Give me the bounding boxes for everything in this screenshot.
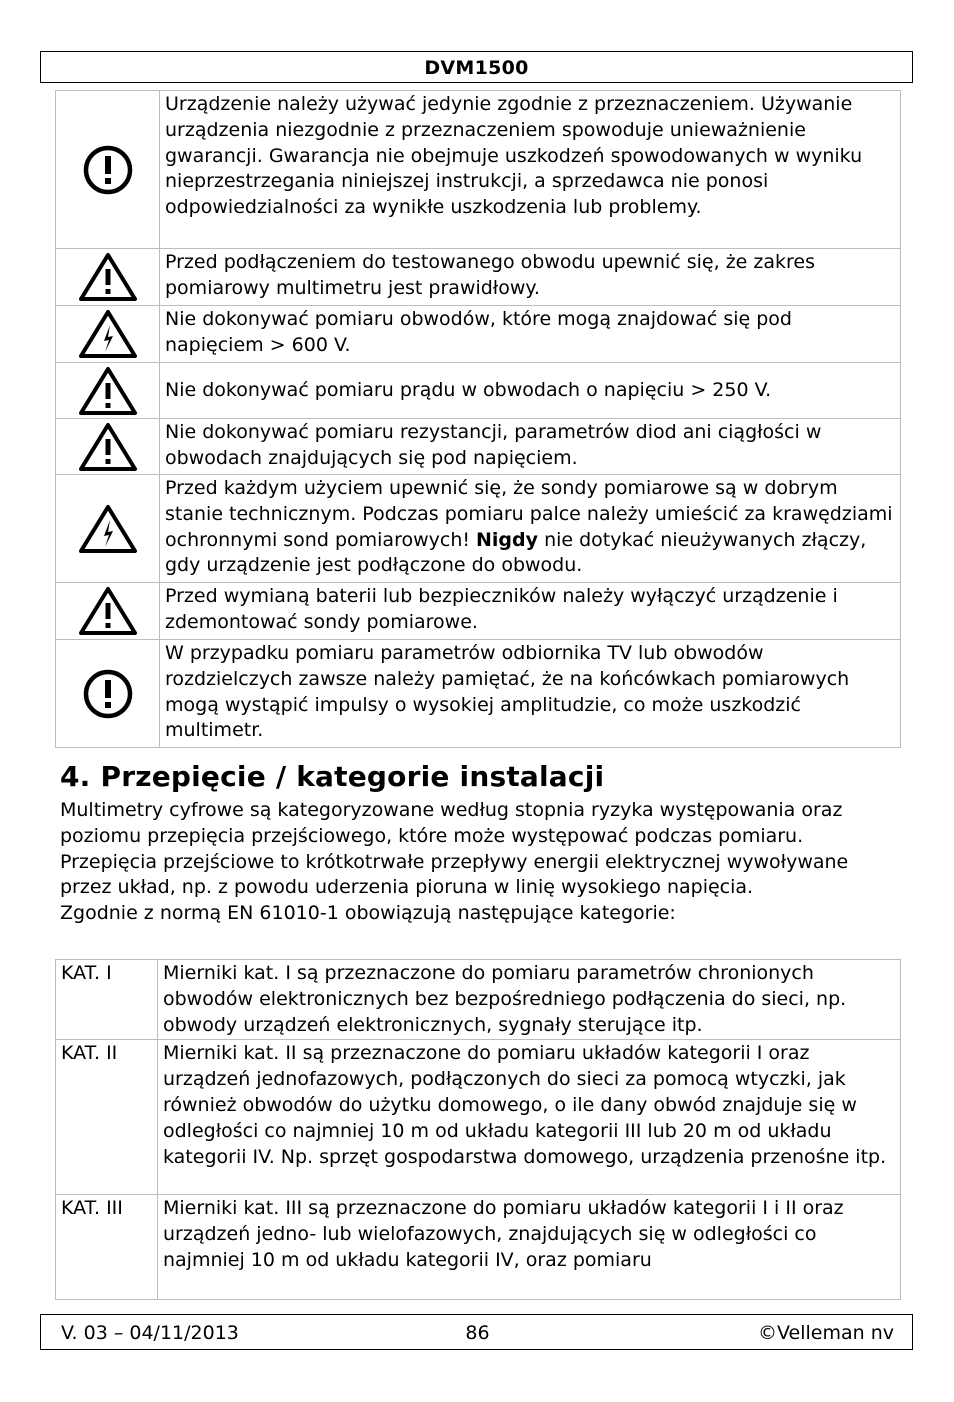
warning-text: Nie dokonywać pomiaru obwodów, które mogą znajdować się pod napięciem > 600 V.: [160, 306, 901, 363]
category-description: Mierniki kat. III są przeznaczone do pomiaru układów kategorii I i II oraz urządzeń jedno- lub wielofazowych, znajdujących się w odległości co najmniej 10 m od układu kategorii IV, oraz pomiaru: [158, 1195, 901, 1300]
warning-icon-cell: [56, 249, 160, 306]
warning-text: [160, 475, 901, 583]
warning-text-part: nie dotykać nieużywanych złączy, gdy urządzenie jest podłączone do obwodu.: [165, 528, 867, 577]
warning-text: W przypadku pomiaru parametrów odbiornika TV lub obwodów rozdzielczych zawsze należy pamiętać, że na końcówkach pomiarowych mogą wystąpić impulsy o wysokiej amplitudzie, co może uszkodzić multimetr.: [160, 640, 901, 748]
warning-triangle-icon: [78, 586, 138, 636]
warning-emphasis: Nigdy: [476, 528, 539, 551]
warning-row: [56, 363, 901, 419]
categories-table: [55, 959, 901, 1300]
footer-copyright: ©Velleman nv: [758, 1322, 894, 1344]
footer-page-number: 86: [465, 1322, 490, 1344]
warning-triangle-icon: [78, 366, 138, 416]
warning-row: [56, 249, 901, 306]
warning-icon-cell: [56, 640, 160, 748]
section-paragraph: Multimetry cyfrowe są kategoryzowane według stopnia ryzyka występowania oraz poziomu przepięcia przejściowego, które może występować podczas pomiaru. Przepięcia przejściowe to krótkotrwałe przepływy energii elektrycznej wywoływane przez układ, np. z powodu uderzenia pioruna w linię wysokiego napięcia.: [60, 799, 849, 899]
warning-row: [56, 640, 901, 748]
warning-row: [56, 91, 901, 249]
safety-warnings-table: [55, 90, 901, 748]
warning-icon-cell: [56, 419, 160, 475]
warning-row: [56, 583, 901, 640]
section-body: [60, 798, 905, 927]
warning-text: Przed podłączeniem do testowanego obwodu upewnić się, że zakres pomiarowy multimetru jest prawidłowy.: [160, 249, 901, 306]
warning-text: Urządzenie należy używać jedynie zgodnie z przeznaczeniem. Używanie urządzenia niezgodnie z przeznaczeniem spowoduje unieważnienie gwarancji. Gwarancja nie obejmuje uszkodzeń spowodowanych w wyniku nieprzestrzegania niniejszej instrukcji, a sprzedawca nie ponosi odpowiedzialności za wynikłe uszkodzenia lub problemy.: [160, 91, 901, 249]
high-voltage-triangle-icon: [78, 504, 138, 554]
category-row: [56, 960, 901, 1040]
category-label: KAT. II: [56, 1040, 158, 1195]
page-header: DVM1500: [40, 51, 913, 83]
category-description: Mierniki kat. II są przeznaczone do pomiaru układów kategorii I oraz urządzeń jednofazowych, podłączonych do sieci za pomocą wtyczki, jak również obwodów do użytku domowego, o ile dany obwód znajduje się w odległości co najmniej 10 m od układu kategorii III lub 20 m od układu kategorii IV. Np. sprzęt gospodarstwa domowego, urządzenia przenośne itp.: [158, 1040, 901, 1195]
warning-triangle-icon: [78, 422, 138, 472]
warning-icon-cell: [56, 583, 160, 640]
exclamation-circle-icon: [82, 144, 134, 196]
category-row: [56, 1195, 901, 1300]
category-description: Mierniki kat. I są przeznaczone do pomiaru parametrów chronionych obwodów elektronicznych bez bezpośredniego podłączenia do sieci, np. obwody urządzeń elektronicznych, sygnały sterujące itp.: [158, 960, 901, 1040]
warning-triangle-icon: [78, 252, 138, 302]
warning-icon-cell: [56, 363, 160, 419]
category-row: [56, 1040, 901, 1195]
warning-text: Nie dokonywać pomiaru rezystancji, parametrów diod ani ciągłości w obwodach znajdujących się pod napięciem.: [160, 419, 901, 475]
section-heading: 4. Przepięcie / kategorie instalacji: [60, 760, 605, 793]
section-intro: Zgodnie z normą EN 61010-1 obowiązują następujące kategorie:: [60, 902, 676, 925]
category-label: KAT. III: [56, 1195, 158, 1300]
high-voltage-triangle-icon: [78, 309, 138, 359]
warning-icon-cell: [56, 475, 160, 583]
footer-version: V. 03 – 04/11/2013: [61, 1322, 239, 1344]
category-label: KAT. I: [56, 960, 158, 1040]
warning-text: Przed wymianą baterii lub bezpieczników należy wyłączyć urządzenie i zdemontować sondy pomiarowe.: [160, 583, 901, 640]
warning-icon-cell: [56, 306, 160, 363]
warning-text: Nie dokonywać pomiaru prądu w obwodach o napięciu > 250 V.: [160, 363, 901, 419]
warning-text-part: Przed każdym użyciem upewnić się, że sondy pomiarowe są w dobrym stanie technicznym. Podczas pomiaru palce należy umieścić za krawędziami ochronnymi sond pomiarowych!: [165, 477, 893, 551]
exclamation-circle-icon: [82, 668, 134, 720]
warning-icon-cell: [56, 91, 160, 249]
warning-row: [56, 306, 901, 363]
warning-row: [56, 475, 901, 583]
page-footer: [40, 1314, 913, 1350]
warning-row: [56, 419, 901, 475]
